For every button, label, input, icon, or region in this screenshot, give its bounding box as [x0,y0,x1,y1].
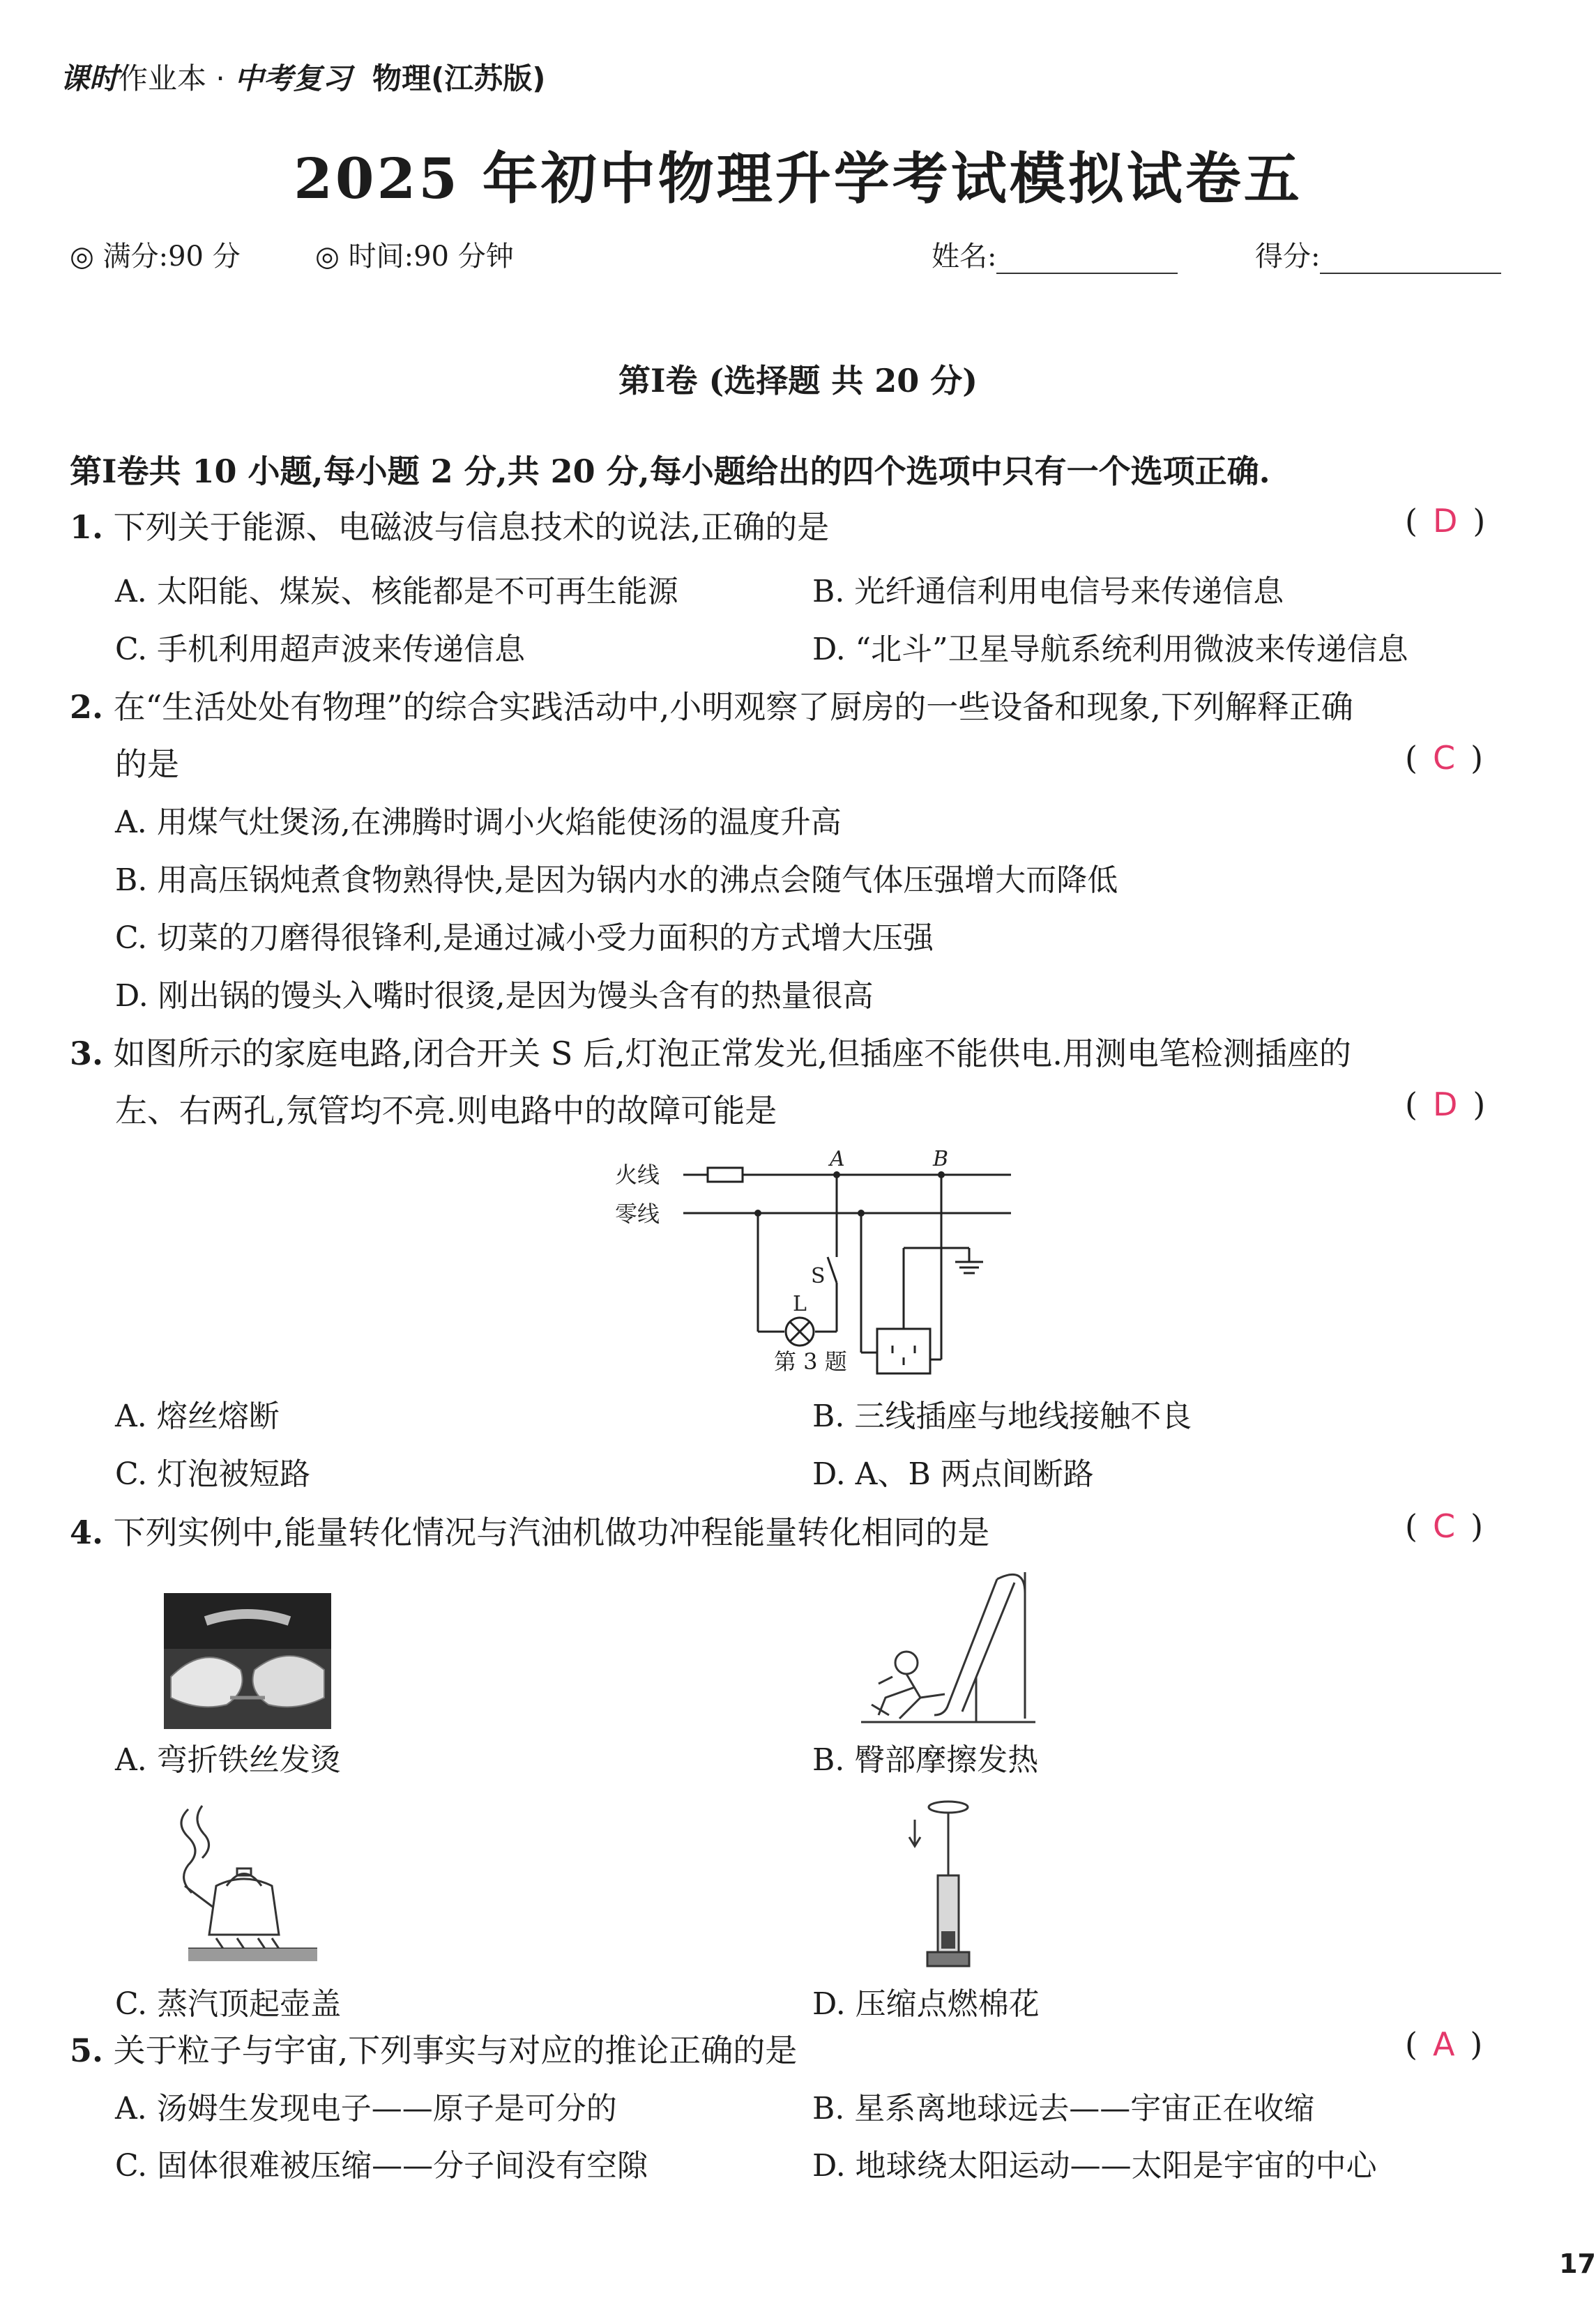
book-series-header: 课时作业本 · 中考复习 物理(江苏版) [60,61,546,96]
q4-option-d: D. 压缩点燃棉花 [812,1986,1040,2022]
switch-label: S [811,1264,826,1288]
point-a-label: A [830,1147,845,1171]
answer-1: ( D ) [1405,502,1486,540]
lamp-label: L [793,1292,807,1316]
q3-option-d: D. A、B 两点间断路 [812,1456,1094,1492]
q1-option-a: A. 太阳能、煤炭、核能都是不可再生能源 [115,574,678,609]
exam-time: ◎ 时间:90 分钟 [315,241,514,273]
kettle-illustration [160,1802,321,1963]
question-2: 2. 在“生活处处有物理”的综合实践活动中,小明观察了厨房的一些设备和现象,下列解释正确 [70,688,1353,726]
q3-option-c: C. 灯泡被短路 [115,1456,311,1492]
q3-option-b: B. 三线插座与地线接触不良 [812,1399,1192,1434]
exam-title: 2025 年初中物理升学考试模拟试卷五 [294,146,1302,211]
q1-option-b: B. 光纤通信利用电信号来传递信息 [812,574,1284,609]
point-b-label: B [933,1147,949,1171]
neutral-wire-label: 零线 [615,1201,660,1227]
question-4: 4. 下列实例中,能量转化情况与汽油机做功冲程能量转化相同的是 [70,1514,990,1551]
q4-option-a: A. 弯折铁丝发烫 [115,1742,341,1778]
answer-3: ( D ) [1405,1086,1486,1123]
answer-4: ( C ) [1405,1507,1484,1545]
question-3-cont: 左、右两孔,氖管均不亮.则电路中的故障可能是 [115,1092,777,1129]
q4-option-c: C. 蒸汽顶起壶盖 [115,1986,342,2022]
q2-option-d: D. 刚出锅的馒头入嘴时很烫,是因为馒头含有的热量很高 [115,978,874,1014]
live-wire-label: 火线 [615,1162,660,1188]
q2-option-c: C. 切菜的刀磨得很锋利,是通过减小受力面积的方式增大压强 [115,920,934,956]
section-heading: 第Ⅰ卷 (选择题 共 20 分) [618,362,978,399]
q1-option-c: C. 手机利用超声波来传递信息 [115,632,526,667]
question-2-cont: 的是 [115,745,179,783]
full-score: ◎ 满分:90 分 [70,241,241,273]
q4-option-b: B. 臀部摩擦发热 [812,1742,1039,1778]
question-3: 3. 如图所示的家庭电路,闭合开关 S 后,灯泡正常发光,但插座不能供电.用测电笔检测插座的 [70,1035,1351,1072]
q5-option-a: A. 汤姆生发现电子——原子是可分的 [115,2091,617,2126]
answer-5: ( A ) [1405,2025,1483,2063]
fire-piston-illustration [899,1799,983,1973]
page-number: 17 [1559,2248,1596,2279]
question-5: 5. 关于粒子与宇宙,下列事实与对应的推论正确的是 [70,2032,798,2069]
question-1: 1. 下列关于能源、电磁波与信息技术的说法,正确的是 [70,508,830,546]
q1-option-d: D. “北斗”卫星导航系统利用微波来传递信息 [812,632,1408,667]
q5-option-b: B. 星系离地球远去——宇宙正在收缩 [812,2091,1315,2126]
q2-option-b: B. 用高压锅炖煮食物熟得快,是因为锅内水的沸点会随气体压强增大而降低 [115,862,1118,898]
q2-option-a: A. 用煤气灶煲汤,在沸腾时调小火焰能使汤的温度升高 [115,805,842,840]
answer-2: ( C ) [1405,739,1484,777]
q5-option-c: C. 固体很难被压缩——分子间没有空隙 [115,2148,648,2184]
name-field[interactable]: 姓名: [932,234,1178,274]
figure-caption: 第 3 题 [774,1348,847,1375]
section-instruction: 第Ⅰ卷共 10 小题,每小题 2 分,共 20 分,每小题给出的四个选项中只有一个选项正确. [70,452,1270,490]
bending-wire-illustration [164,1593,331,1729]
q3-option-a: A. 熔丝熔断 [115,1399,280,1434]
slide-illustration [858,1565,1039,1733]
q5-option-d: D. 地球绕太阳运动——太阳是宇宙的中心 [812,2148,1377,2184]
score-field[interactable]: 得分: [1255,234,1501,274]
